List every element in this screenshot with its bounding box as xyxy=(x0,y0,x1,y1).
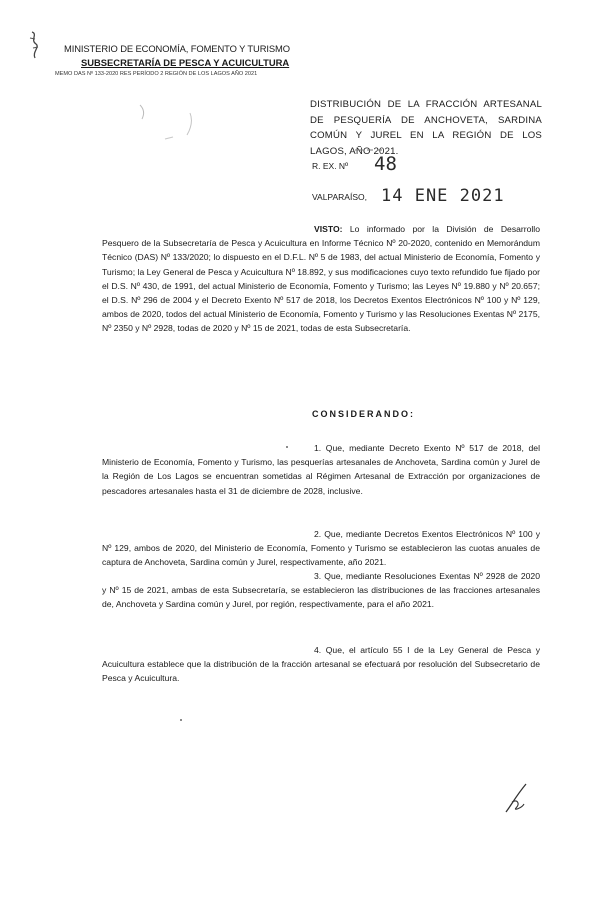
undersecretariat-name: SUBSECRETARÍA DE PESCA Y ACUICULTURA xyxy=(81,57,290,68)
stamp-trace xyxy=(120,95,230,155)
margin-dot xyxy=(284,444,290,450)
considerando-item-1: 1. Que, mediante Decreto Exento Nº 517 de 2018, del Ministerio de Economía, Fomento y Turismo, las pesquerías artesanales de Anchoveta, Sardina común y Jurel de la Región de Los Lagos se encuentran sometidas al Régimen Artesanal de Extracción por organizaciones de pescadores artesanales hasta el 31 de diciembre de 2028, inclusive. xyxy=(102,443,540,496)
ministry-name: MINISTERIO DE ECONOMÍA, FOMENTO Y TURISMO xyxy=(64,43,290,54)
document-reference: MEMO DAS Nº 133-2020 RES PERÍODO 2 REGIÓN DE LOS LAGOS AÑO 2021 xyxy=(55,71,258,77)
resolution-number: 48 xyxy=(374,153,397,175)
visto-paragraph xyxy=(102,222,540,336)
resolution-label: R. EX. Nº xyxy=(312,161,349,171)
underline-mark xyxy=(355,148,395,152)
considerando-heading: CONSIDERANDO: xyxy=(312,409,416,419)
considerando-item-4: 4. Que, el artículo 55 I de la Ley General de Pesca y Acuicultura establece que la distribución de la fracción artesanal se efectuará por resolución del Subsecretario de Pesca y Acuicultura. xyxy=(102,645,540,684)
initials-signature xyxy=(500,780,536,816)
place-label: VALPARAÍSO, xyxy=(312,192,367,202)
considerando-item-2: 2. Que, mediante Decretos Exentos Electrónicos Nº 100 y Nº 129, ambos de 2020, del Ministerio de Economía, Fomento y Turismo se establecieron las cuotas anuales de captura de Anchoveta, Sardina común y Jurel, respectivamente, año 2021. xyxy=(102,529,540,568)
resolution-date: 14 ENE 2021 xyxy=(381,186,505,206)
visto-text: Lo informado por la División de Desarrollo Pesquero de la Subsecretaría de Pesca y Acuicultura en Informe Técnico Nº 20-2020, contenido en Memorándum Técnico (DAS) Nº 133/2020; lo dispuesto en el D.F.L. Nº 5 de 1983, del actual Ministerio de Economía, Fomento y Turismo; la Ley General de Pesca y Acuicultura Nº 18.892, y sus modificaciones cuyo texto refundido fue fijado por el D.S. Nº 430, de 1991, del actual Ministerio de Economía, Fomento y Turismo; las Leyes Nº 19.880 y Nº 20.657; el D.S. Nº 296 de 2004 y el Decreto Exento Nº 517 de 2018, los Decretos Exentos Electrónicos Nº 100 y Nº 129, ambos de 2020, todos del actual Ministerio de Economía, Fomento y Turismo y las Resoluciones Exentas Nº 2175, Nº 2350 y Nº 2928, todas de 2020 y Nº 15 de 2021, todas de esta Subsecretaría. xyxy=(102,224,540,334)
logo-mark xyxy=(26,30,46,62)
document-title: DISTRIBUCIÓN DE LA FRACCIÓN ARTESANAL DE PESQUERÍA DE ANCHOVETA, SARDINA COMÚN Y JUREL EN LA REGIÓN DE LOS LAGOS, AÑO 2021. xyxy=(310,99,542,157)
visto-label: VISTO: xyxy=(314,224,343,234)
margin-dot xyxy=(178,717,184,723)
considerando-item-3: 3. Que, mediante Resoluciones Exentas Nº 2928 de 2020 y Nº 15 de 2021, ambas de esta Subsecretaría, se establecieron las distribuciones de las fracciones artesanales de, Anchoveta y Sardina común y Jurel, por región, respectivamente, para el año 2021. xyxy=(102,571,540,610)
